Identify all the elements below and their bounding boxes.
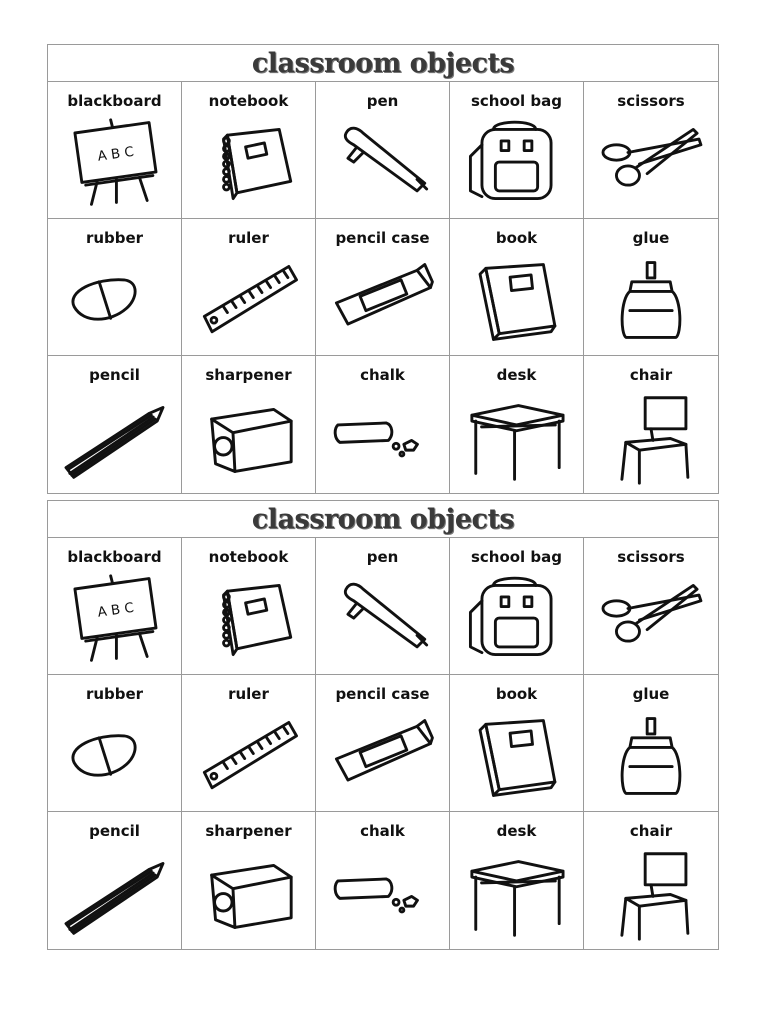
vocab-label: desk [496,822,537,840]
vocab-card-book [450,219,584,356]
rubber-icon [56,709,173,805]
vocab-card-chair [584,812,718,949]
vocab-card-pencil-case [316,219,450,356]
vocab-label: glue [632,685,670,703]
vocab-card-school-bag [450,82,584,219]
pencil-icon [56,846,173,943]
vocab-card-rubber [48,675,182,812]
vocab-card-desk [450,356,584,493]
vocab-card-pencil [48,356,182,493]
vocab-label: book [495,229,538,247]
vocab-label: ruler [228,685,269,703]
vocab-card-chair [584,356,718,493]
vocab-card-sharpener [182,812,316,949]
vocab-card-sharpener [182,356,316,493]
worksheet-title [48,501,718,538]
blackboard-icon [56,572,173,668]
chalk-icon [324,390,441,487]
vocab-label: pencil [89,366,140,384]
vocab-label: school bag [470,92,563,110]
desk-icon [458,846,575,943]
chair-icon [592,846,710,943]
vocab-card-pencil [48,812,182,949]
vocab-card-glue [584,675,718,812]
vocab-card-blackboard [48,82,182,219]
vocab-card-school-bag [450,538,584,675]
sharpener-icon [190,390,307,487]
rubber-icon [56,253,173,349]
vocab-label: pen [366,548,399,566]
blackboard-icon [56,116,173,212]
vocab-label: glue [632,229,670,247]
vocab-label: scissors [617,92,685,110]
worksheet-top [47,44,719,494]
school-bag-icon [458,116,575,212]
vocab-label: sharpener [205,366,292,384]
glue-icon [592,253,710,349]
pen-icon [324,572,441,668]
vocab-label: book [495,685,538,703]
vocab-label: chair [629,822,673,840]
worksheet-title-text: classroom objects [251,47,515,79]
glue-icon [592,709,710,805]
book-icon [458,253,575,349]
vocab-label: notebook [208,548,289,566]
vocab-card-chalk [316,812,450,949]
vocab-label: pencil case [335,685,430,703]
vocab-label: rubber [85,229,144,247]
vocab-label: rubber [85,685,144,703]
vocab-label: scissors [617,548,685,566]
vocab-label: school bag [470,548,563,566]
vocab-card-book [450,675,584,812]
notebook-icon [190,116,307,212]
vocab-card-glue [584,219,718,356]
vocab-card-rubber [48,219,182,356]
vocab-label: chair [629,366,673,384]
vocab-card-pencil-case [316,675,450,812]
vocab-card-pen [316,82,450,219]
notebook-icon [190,572,307,668]
ruler-icon [190,253,307,349]
vocab-label: pencil [89,822,140,840]
pencil-case-icon [324,253,441,349]
vocab-card-chalk [316,356,450,493]
scissors-icon [592,572,710,668]
sharpener-icon [190,846,307,943]
vocab-label: blackboard [67,92,162,110]
scissors-icon [592,116,710,212]
vocabulary-grid [48,82,718,493]
vocab-card-ruler [182,675,316,812]
vocab-card-scissors [584,538,718,675]
vocab-label: notebook [208,92,289,110]
blackboard-letters: A B C [96,600,135,621]
worksheet-bottom [47,500,719,950]
vocab-card-blackboard [48,538,182,675]
worksheet-title-text: classroom objects [251,503,515,535]
vocab-label: ruler [228,229,269,247]
vocab-card-desk [450,812,584,949]
worksheet-title [48,45,718,82]
vocab-label: sharpener [205,822,292,840]
vocab-label: chalk [360,822,405,840]
vocab-label: blackboard [67,548,162,566]
desk-icon [458,390,575,487]
vocabulary-grid [48,538,718,949]
vocab-label: pencil case [335,229,430,247]
book-icon [458,709,575,805]
vocab-card-pen [316,538,450,675]
chair-icon [592,390,710,487]
vocab-label: desk [496,366,537,384]
vocab-card-notebook [182,82,316,219]
ruler-icon [190,709,307,805]
vocab-card-ruler [182,219,316,356]
school-bag-icon [458,572,575,668]
vocab-label: pen [366,92,399,110]
pencil-icon [56,390,173,487]
pencil-case-icon [324,709,441,805]
vocab-label: chalk [360,366,405,384]
vocab-card-notebook [182,538,316,675]
pen-icon [324,116,441,212]
vocab-card-scissors [584,82,718,219]
blackboard-letters: A B C [96,144,135,165]
chalk-icon [324,846,441,943]
